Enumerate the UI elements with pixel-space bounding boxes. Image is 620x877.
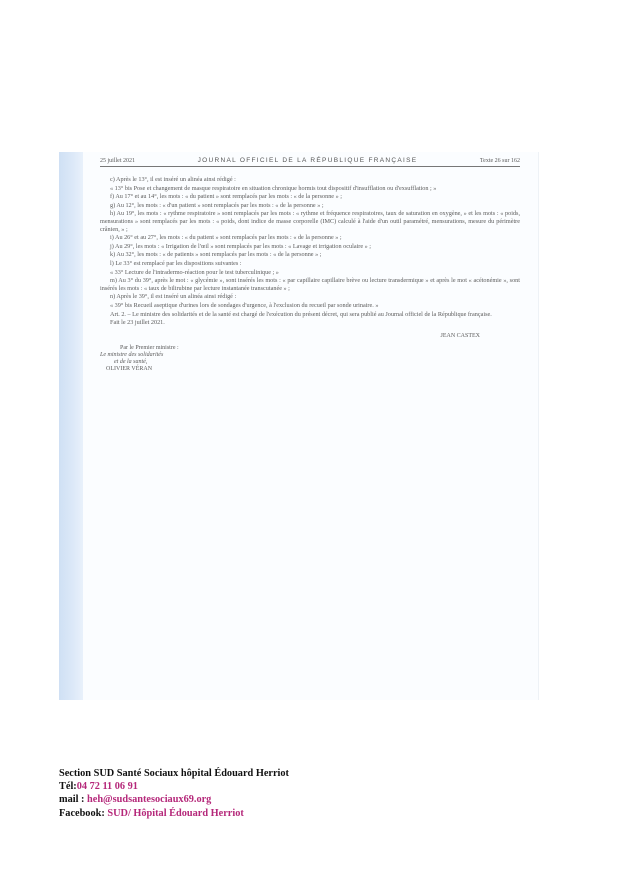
phone-label: Tél:	[59, 781, 77, 793]
phone-number[interactable]: 04 72 11 06 91	[76, 781, 138, 793]
journal-date: 25 juillet 2021	[100, 158, 135, 164]
paragraph: h) Au 19°, les mots : « rythme respiratoire » sont remplacés par les mots : « rythme et fréquence respiratoires, taux de saturation en oxygène, » et les mots : « poids, mensurations » sont remplacés par les mots : « poids, dont indice de masse corporelle (IMC) calculé à l'aide d'un outil paramétré, mensurations, mesure du périmètre crânien, » ;	[100, 210, 520, 233]
journal-title: JOURNAL OFFICIEL DE LA RÉPUBLIQUE FRANÇAISE	[197, 157, 418, 164]
date-signed: Fait le 23 juillet 2021.	[110, 319, 165, 327]
minister-title: Le ministre des solidarités	[100, 352, 164, 359]
paragraph: f) Au 17° et au 14°, les mots : « du patient » sont remplacés par les mots : « de la personne » ;	[110, 193, 342, 201]
paragraph: k) Au 32°, les mots : « de patients » sont remplacés par les mots : « de la personne » ;	[110, 251, 322, 259]
paragraph: « 39° bis Recueil aseptique d'urines lors de sondages d'urgence, à l'exclusion du recueil par sonde urinaire. »	[110, 301, 379, 309]
minister-signature-block	[100, 345, 520, 373]
minister-name: OLIVIER VÉRAN	[106, 366, 153, 373]
journal-header	[100, 157, 520, 167]
paragraph: « 33° Lecture de l'intradermo-réaction pour le test tuberculinique ; »	[110, 268, 279, 276]
paragraph: « 13° bis Pose et changement de masque respiratoire en situation chronique hormis tout dispositif d'insufflation ou d'exsufflation ; »	[110, 184, 437, 192]
paragraph: j) Au 29°, les mots : « Irrigation de l'œil » sont remplacés par les mots : « Lavage et irrigation oculaire » ;	[110, 242, 371, 250]
mail-link[interactable]: heh@sudsantesociaux69.org	[87, 794, 212, 806]
scan-side-band	[59, 152, 83, 700]
journal-page: Texte 26 sur 162	[479, 158, 520, 164]
facebook-line	[59, 807, 289, 820]
paragraph: i) Au 26° et au 27°, les mots : « du patient » sont remplacés par les mots : « de la personne » ;	[110, 234, 342, 242]
article-2: Art. 2. – Le ministre des solidarités et de la santé est chargé de l'exécution du présent décret, qui sera publié au Journal officiel de la République française.	[110, 310, 492, 318]
section-name: Section SUD Santé Sociaux hôpital Édouard Herriot	[59, 768, 289, 779]
paragraph: l) Le 33° est remplacé par les dispositions suivantes :	[110, 259, 242, 267]
signatory: JEAN CASTEX	[440, 332, 480, 339]
by-prime-minister: Par le Premier ministre :	[120, 345, 179, 352]
mail-line	[59, 793, 289, 806]
mail-label: mail :	[59, 794, 88, 806]
minister-title-cont: et de la santé,	[114, 359, 148, 366]
journal-officiel-excerpt	[100, 157, 520, 373]
paragraph: c) Après le 13°, il est inséré un alinéa ainsi rédigé :	[110, 176, 236, 183]
union-contact-footer	[59, 767, 289, 820]
facebook-label: Facebook:	[59, 807, 108, 819]
paragraph: g) Au 12°, les mots : « d'un patient » sont remplacés par les mots : « de la personne » ;	[110, 201, 324, 209]
paragraph: m) Au 3° du 39°, après le mot : « glycémie », sont insérés les mots : « par capillaire capillaire brève ou lecture transdermique » et après le mot « acétonémie », sont insérés les mots : « taux de bilirubine par lecture instantanée transcutanée » ;	[100, 277, 520, 292]
paragraph: n) Après le 39°, il est inséré un alinéa ainsi rédigé :	[110, 293, 237, 301]
phone-line	[59, 780, 289, 793]
journal-body	[100, 176, 520, 373]
facebook-link[interactable]: SUD/ Hôpital Édouard Herriot	[107, 807, 244, 819]
